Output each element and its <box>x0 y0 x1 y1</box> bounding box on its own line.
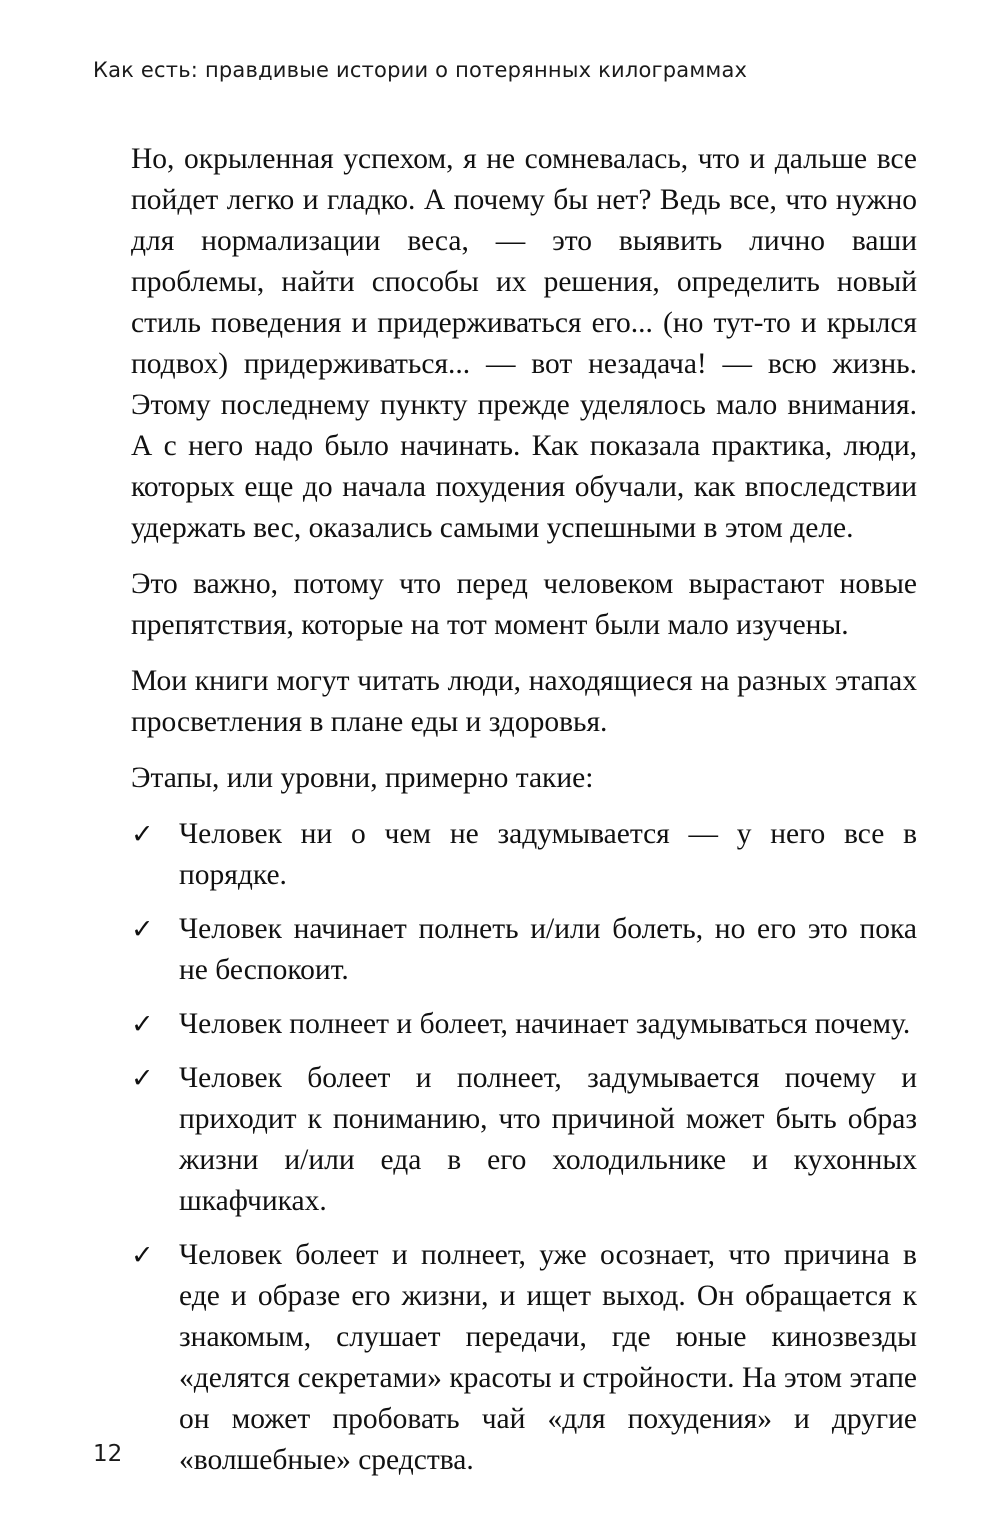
paragraph-readers: Мои книги могут читать люди, находящиеся на разных этапах просветления в плане еды и здоровья. <box>131 665 917 738</box>
paragraph-obstacles: Это важно, потому что перед человеком вырастают новые препятствия, которые на тот момент были мало изучены. <box>131 568 917 641</box>
list-item-text: Человек болеет и полнеет, уже осознает, что причина в еде и образе его жизни, и ищет выход. Он обращается к знакомым, слушает передачи, где юные кинозвезды «делятся секретами» красоты и стройности. На этом этапе он может пробовать чай «для похудения» и другие «волшебные» средства. <box>179 1239 917 1476</box>
list-item <box>131 1058 917 1222</box>
list-item-text: Человек болеет и полнеет, задумывается почему и приходит к пониманию, что причиной может быть образ жизни и/или еда в его холодильнике и кухонных шкафчиках. <box>179 1062 917 1217</box>
checkmark-icon: ✓ <box>131 1009 154 1040</box>
list-item <box>131 1004 917 1045</box>
page-number: 12 <box>93 1441 123 1467</box>
checkmark-icon: ✓ <box>131 1240 154 1271</box>
list-item <box>131 909 917 991</box>
checkmark-icon: ✓ <box>131 819 154 850</box>
list-item <box>131 814 917 896</box>
checkmark-icon: ✓ <box>131 914 154 945</box>
paragraph-intro: Но, окрыленная успехом, я не сомневалась, что и дальше все пойдет легко и гладко. А почему бы нет? Ведь все, что нужно для нормализации веса, — это выявить лично ваши проблемы, найти способы их решения, определить новый стиль поведения и придерживаться его... (но тут-то и крылся подвох) придерживаться... — вот незадача! — всю жизнь. Этому последнему пункту прежде уделялось мало внимания. А с него надо было начинать. Как показала практика, люди, которых еще до начала похудения обучали, как впоследствии удержать вес, оказались самыми успешными в этом деле. <box>131 143 917 544</box>
paragraph-stages-intro: Этапы, или уровни, примерно такие: <box>131 762 594 794</box>
list-item-text: Человек начинает полнеть и/или болеть, но его это пока не беспокоит. <box>179 913 917 986</box>
list-item-text: Человек ни о чем не задумывается — у него все в порядке. <box>179 818 917 891</box>
running-header: Как есть: правдивые истории о потерянных килограммах <box>93 58 748 82</box>
page-body <box>131 139 917 1494</box>
stages-list <box>131 814 917 1481</box>
checkmark-icon: ✓ <box>131 1063 154 1094</box>
list-item-text: Человек полнеет и болеет, начинает задумываться почему. <box>179 1008 911 1040</box>
list-item <box>131 1235 917 1481</box>
